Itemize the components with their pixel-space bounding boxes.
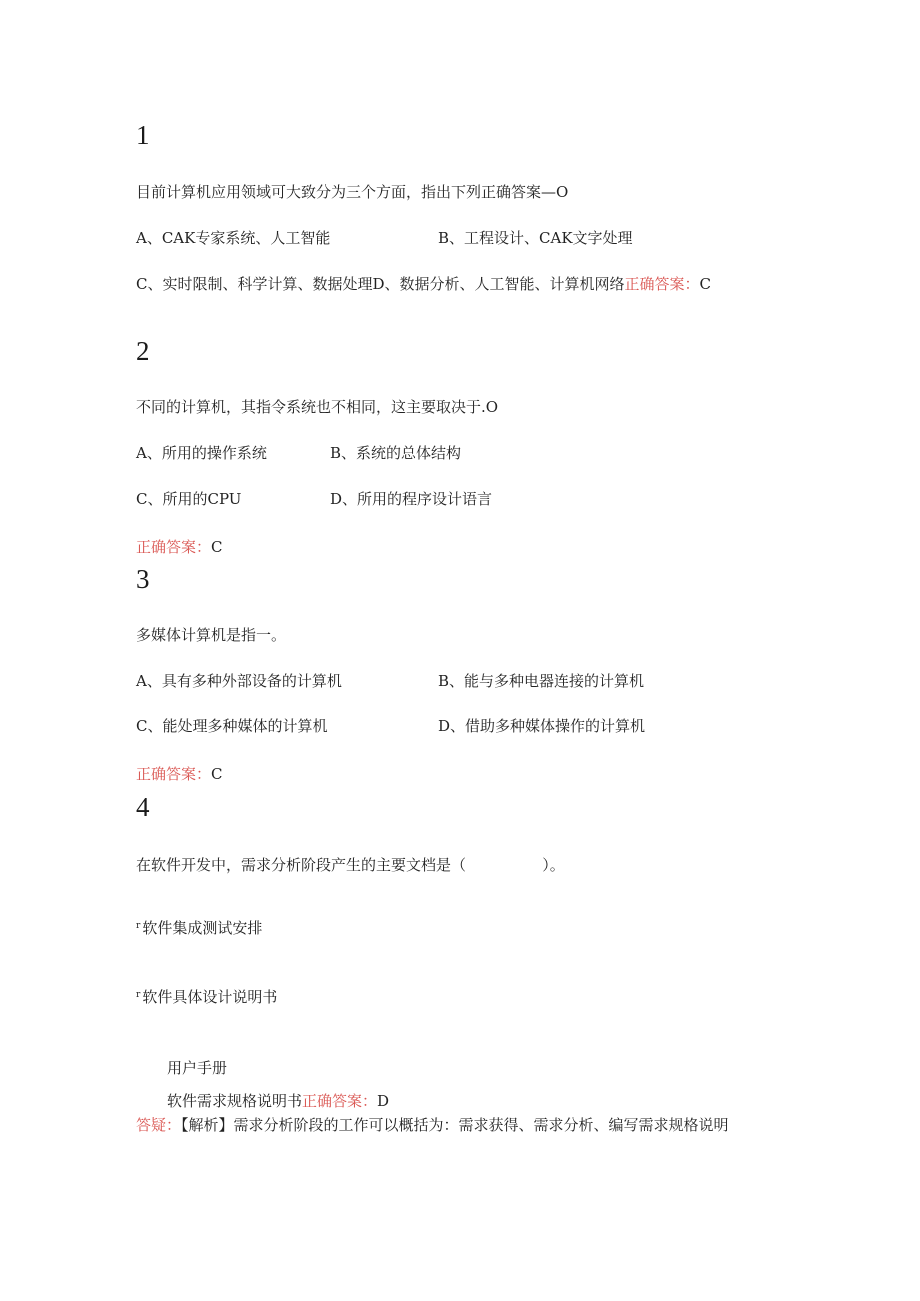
question-2-option-c: C、所用的CPU: [136, 490, 242, 508]
question-3-stem: 多媒体计算机是指一。: [136, 626, 287, 644]
question-3-answer-label: 正确答案：: [136, 765, 212, 783]
question-2-option-d: D、所用的程序设计语言: [330, 490, 493, 508]
question-1-answer-label: 正确答案：: [624, 275, 700, 293]
question-4-option-1: [136, 916, 262, 938]
question-4-option-4-line: [167, 1091, 389, 1111]
question-2-stem: 不同的计算机，其指令系统也不相同，这主要取决于.O: [136, 398, 499, 416]
question-2-option-a: A、所用的操作系统: [136, 444, 267, 462]
question-3-option-d: D、借助多种媒体操作的计算机: [438, 717, 646, 735]
radio-mark-icon: r: [136, 990, 141, 1000]
question-4-explanation: [136, 1115, 729, 1135]
question-2-number: 2: [136, 336, 150, 366]
question-4-option-3: 用户手册: [167, 1059, 228, 1077]
question-4-stem: 在软件开发中，需求分析阶段产生的主要文档是（ ）。: [136, 856, 565, 874]
question-4-option-1-label: 软件集成测试安排: [142, 919, 263, 937]
question-4-explanation-label: 答疑：: [136, 1116, 182, 1134]
question-4-explanation-text: 【解析】需求分析阶段的工作可以概括为：需求获得、需求分析、编写需求规格说明: [181, 1116, 729, 1134]
question-3-option-c: C、能处理多种媒体的计算机: [136, 717, 328, 735]
question-1-options-cd: C、实时限制、科学计算、数据处理D、数据分析、人工智能、计算机网络: [136, 275, 625, 293]
question-2-answer-label: 正确答案：: [136, 538, 212, 556]
question-4-option-2-label: 软件具体设计说明书: [142, 988, 278, 1006]
question-4-number: 4: [136, 792, 150, 822]
question-3-option-a: A、具有多种外部设备的计算机: [136, 672, 342, 690]
question-4-option-4: 软件需求规格说明书: [167, 1092, 303, 1110]
question-2-answer: [136, 537, 223, 557]
question-1-options-cd-line: [136, 274, 711, 294]
question-4-answer-label: 正确答案：: [302, 1092, 378, 1110]
question-1-option-a: A、CAK专家系统、人工智能: [136, 229, 331, 247]
question-1-number: 1: [136, 120, 150, 150]
question-2-option-b: B、系统的总体结构: [330, 444, 462, 462]
radio-mark-icon: r: [136, 921, 141, 931]
question-1-answer-value: C: [699, 275, 712, 293]
question-2-answer-value: C: [211, 538, 223, 556]
question-4-option-2: [136, 985, 277, 1007]
question-3-answer-value: C: [211, 765, 223, 783]
question-1-option-b: B、工程设计、CAK文字处理: [438, 229, 633, 247]
question-1-stem: 目前计算机应用领域可大致分为三个方面，指出下列正确答案—O: [136, 183, 569, 201]
question-3-number: 3: [136, 564, 150, 594]
question-3-option-b: B、能与多种电器连接的计算机: [438, 672, 645, 690]
question-4-answer-value: D: [377, 1092, 390, 1110]
question-3-answer: [136, 764, 223, 784]
